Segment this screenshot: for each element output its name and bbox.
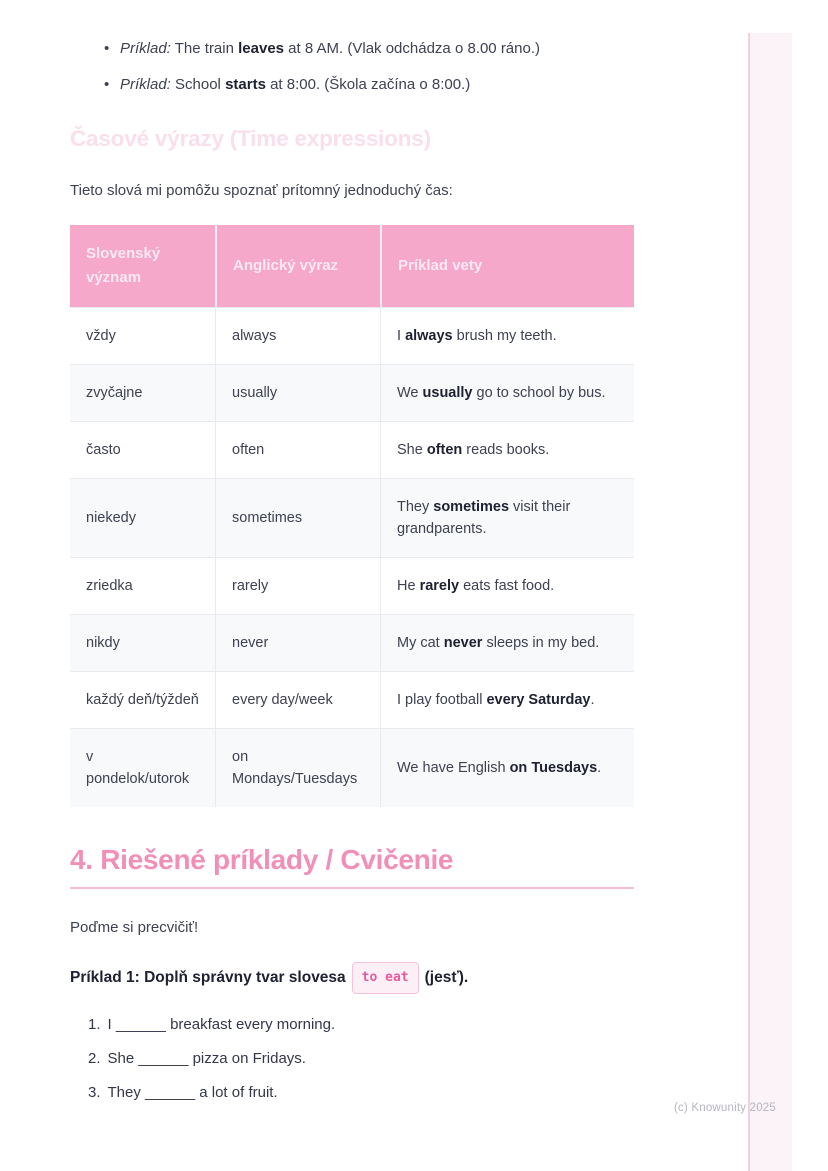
cell-text: často [86,442,121,458]
cell-text: They [397,499,434,515]
cell-text: every day/week [232,692,333,708]
cell-text: zvyčajne [86,385,143,401]
table-row [70,671,634,728]
example-text-post: at 8:00. (Škola začína o 8:00.) [265,76,471,93]
cell-english [215,308,380,364]
list-item [88,1014,634,1036]
cell-slovak [70,479,215,557]
cell-slovak [70,672,215,728]
cell-text: zriedka [86,578,133,594]
time-expressions-intro: Tieto slová mi pomôžu spoznať prítomný jednoduchý čas: [70,182,453,199]
cell-text: eats fast food. [459,578,555,594]
cell-english [215,479,380,557]
exercise-title-post: (jesť). [424,969,469,987]
cell-text: My cat [397,635,444,651]
cell-english [215,365,380,421]
cell-text: I [397,328,406,344]
cell-text: She [397,442,427,458]
cell-text: visit their grandparents. [397,499,571,537]
example-text-post: at 8 AM. (Vlak odchádza o 8.00 ráno.) [284,40,540,57]
example-text-pre: School [170,76,226,93]
table-row [70,478,634,557]
cell-text: vždy [86,328,116,344]
cell-text: We have English [397,760,510,776]
cell-example [380,422,634,478]
table-row [70,364,634,421]
cell-example [380,672,634,728]
cell-text-bold: rarely [419,578,460,594]
cell-text: always [232,328,277,344]
table-body [70,307,634,807]
verb-code-chip: to eat [352,962,419,994]
exercise-list [70,1014,634,1104]
table-header-cell [380,225,634,307]
cell-text: usually [232,385,278,401]
table-row [70,614,634,671]
cell-example [380,615,634,671]
copyright-footer: (c) Knowunity 2025 [673,1102,776,1114]
example-bullet-list [70,38,634,96]
cell-text: He [397,578,420,594]
table-header-cell [70,225,215,307]
table-header-row [70,225,634,307]
bullet-icon: • [104,76,110,93]
cell-slovak [70,558,215,614]
cell-text: rarely [232,578,269,594]
list-item [70,74,634,96]
example-text-bold: starts [225,76,266,93]
cell-text-bold: usually [422,385,473,401]
cell-text: We [397,385,423,401]
cell-text-bold: always [405,328,453,344]
practice-intro: Poďme si precvičiť! [70,919,199,936]
item-number: 2. [88,1050,101,1067]
cell-example [380,308,634,364]
item-text: She ______ pizza on Fridays. [107,1050,306,1067]
cell-example [380,479,634,557]
cell-text-bold: never [443,635,483,651]
cell-slovak [70,365,215,421]
example-text-pre: The train [170,40,239,57]
cell-text-bold: every Saturday [486,692,591,708]
cell-text: v pondelok/utorok [86,749,190,787]
cell-text: každý deň/týždeň [86,692,199,708]
section-divider [70,887,634,889]
document-content [70,0,634,1116]
cell-text: reads books. [462,442,550,458]
list-item [88,1048,634,1070]
cell-slovak [70,729,215,807]
cell-text: go to school by bus. [472,385,606,401]
example-label: Príklad: [120,40,171,57]
cell-english [215,729,380,807]
cell-english [215,615,380,671]
example-label: Príklad: [120,76,171,93]
cell-english [215,422,380,478]
exercise-title [70,962,634,994]
cell-text: sleeps in my bed. [482,635,600,651]
cell-text-bold: sometimes [433,499,510,515]
time-expressions-table [70,225,634,807]
cell-text: brush my teeth. [452,328,557,344]
cell-text: . [597,760,602,776]
item-number: 1. [88,1016,101,1033]
header-label: Slovenský význam [86,245,161,286]
time-expressions-heading: Časové výrazy (Time expressions) [70,126,431,151]
cell-english [215,558,380,614]
page-edge-strip [748,33,792,1171]
header-label: Príklad vety [398,257,483,274]
cell-text-bold: often [426,442,463,458]
list-item [88,1082,634,1104]
bullet-icon: • [104,40,110,57]
cell-text: on Mondays/Tuesdays [232,749,358,787]
table-row [70,307,634,364]
cell-english [215,672,380,728]
cell-text-bold: on Tuesdays [509,760,598,776]
table-header-cell [215,225,380,307]
cell-text: . [590,692,595,708]
list-item [70,38,634,60]
practice-section-heading: 4. Riešené príklady / Cvičenie [70,844,454,875]
cell-slovak [70,422,215,478]
cell-text: I play football [397,692,487,708]
cell-text: often [232,442,265,458]
cell-slovak [70,308,215,364]
cell-text: nikdy [86,635,120,651]
table-row [70,557,634,614]
cell-example [380,365,634,421]
exercise-title-pre: Príklad 1: Doplň správny tvar slovesa [70,969,346,987]
cell-example [380,558,634,614]
item-text: They ______ a lot of fruit. [107,1084,278,1101]
cell-text: niekedy [86,510,136,526]
table-row [70,421,634,478]
item-number: 3. [88,1084,101,1101]
example-text-bold: leaves [238,40,285,57]
header-label: Anglický výraz [233,257,339,274]
cell-text: sometimes [232,510,303,526]
item-text: I ______ breakfast every morning. [107,1016,336,1033]
cell-example [380,729,634,807]
cell-slovak [70,615,215,671]
cell-text: never [232,635,269,651]
table-row [70,728,634,807]
